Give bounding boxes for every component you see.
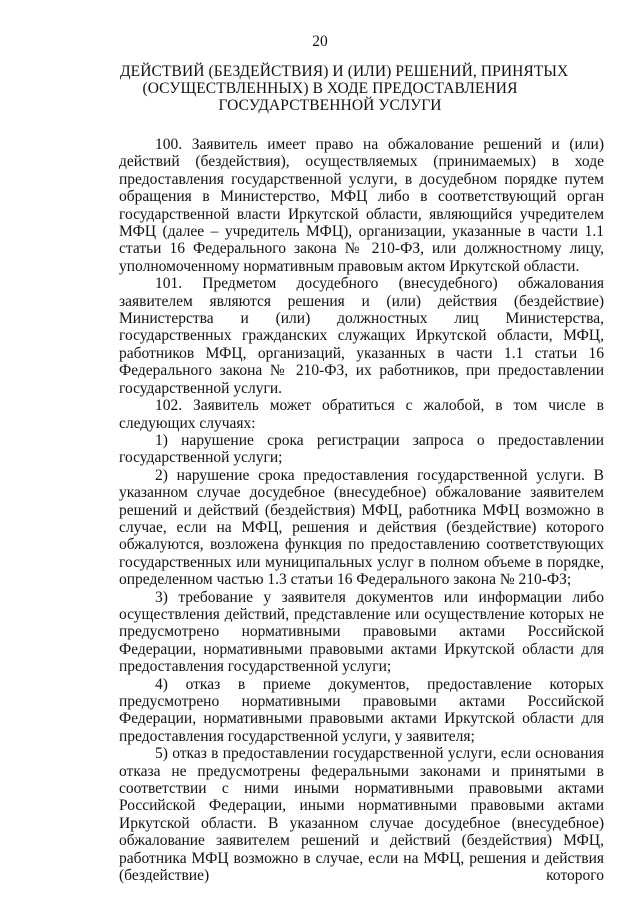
page-number: 20 — [312, 33, 328, 50]
paragraph-101: 101. Предметом досудебного (внесудебного) обжалования заявителем являются решения и (или) действия (бездействие) Министерства и (или) должностных лиц Министерства, государственных гражданских служащих Иркутской области, МФЦ, работников МФЦ, организаций, указанных в части 1.1 статьи 16 Федерального закона № 210-ФЗ, их работников, при предоставлении государственной услуги. — [119, 275, 604, 397]
list-item-3: 3) требование у заявителя документов или информации либо осуществления действий, представление или осуществление которых не предусмотрено нормативными правовыми актами Российской Федерации, нормативными правовыми актами Иркутской области для предоставления государственной услуги; — [119, 588, 604, 676]
list-item-4: 4) отказ в приеме документов, предоставление которых предусмотрено нормативными правовыми актами Российской Федерации, нормативными правовыми актами Иркутской области для предоставления государственной услуги, у заявителя; — [119, 675, 604, 745]
list-item-1: 1) нарушение срока регистрации запроса о предоставлении государственной услуги; — [119, 431, 604, 467]
body-text — [119, 136, 604, 884]
heading-line: (ОСУЩЕСТВЛЕННЫХ) В ХОДЕ ПРЕДОСТАВЛЕНИЯ — [142, 80, 518, 97]
paragraph-102: 102. Заявитель может обратиться с жалобой, в том числе в следующих случаях: — [119, 397, 604, 432]
section-heading — [120, 63, 569, 114]
paragraph-100: 100. Заявитель имеет право на обжалование решений и (или) действий (бездействия), осуществляемых (принимаемых) в ходе предоставления государственной услуги, в досудебном порядке путем обращения в Министерство, МФЦ либо в соответствующий орган государственной власти Иркутской области, являющийся учредителем МФЦ (далее – учредитель МФЦ), организации, указанные в части 1.1 статьи 16 Федерального закона № 210-ФЗ, или должностному лицу, уполномоченному нормативным правовым актом Иркутской области. — [119, 136, 604, 275]
list-item-5: 5) отказ в предоставлении государственной услуги, если основания отказа не предусмотрены федеральными законами и принятыми в соответствии с ними иными нормативными правовыми актами Российской Федерации, иными нормативными правовыми актами Иркутской области. В указанном случае досудебное (внесудебное) обжалование заявителем решений и действий (бездействия) МФЦ, работника МФЦ возможно в случае, если на МФЦ, решения и действия (бездействие) которого — [119, 745, 604, 885]
list-item-2: 2) нарушение срока предоставления государственной услуги. В указанном случае досудебное (внесудебное) обжалование заявителем решений и действий (бездействия) МФЦ, работника МФЦ возможно в случае, если на МФЦ, решения и действия (бездействие) которого обжалуются, возложена функция по предоставлению соответствующих государственных или муниципальных услуг в полном объеме в порядке, определенном частью 1.3 статьи 16 Федерального закона № 210-ФЗ; — [119, 466, 604, 589]
heading-line: ГОСУДАРСТВЕННОЙ УСЛУГИ — [218, 97, 442, 114]
heading-line: ДЕЙСТВИЙ (БЕЗДЕЙСТВИЯ) И (ИЛИ) РЕШЕНИЙ, ПРИНЯТЫХ — [120, 63, 569, 80]
